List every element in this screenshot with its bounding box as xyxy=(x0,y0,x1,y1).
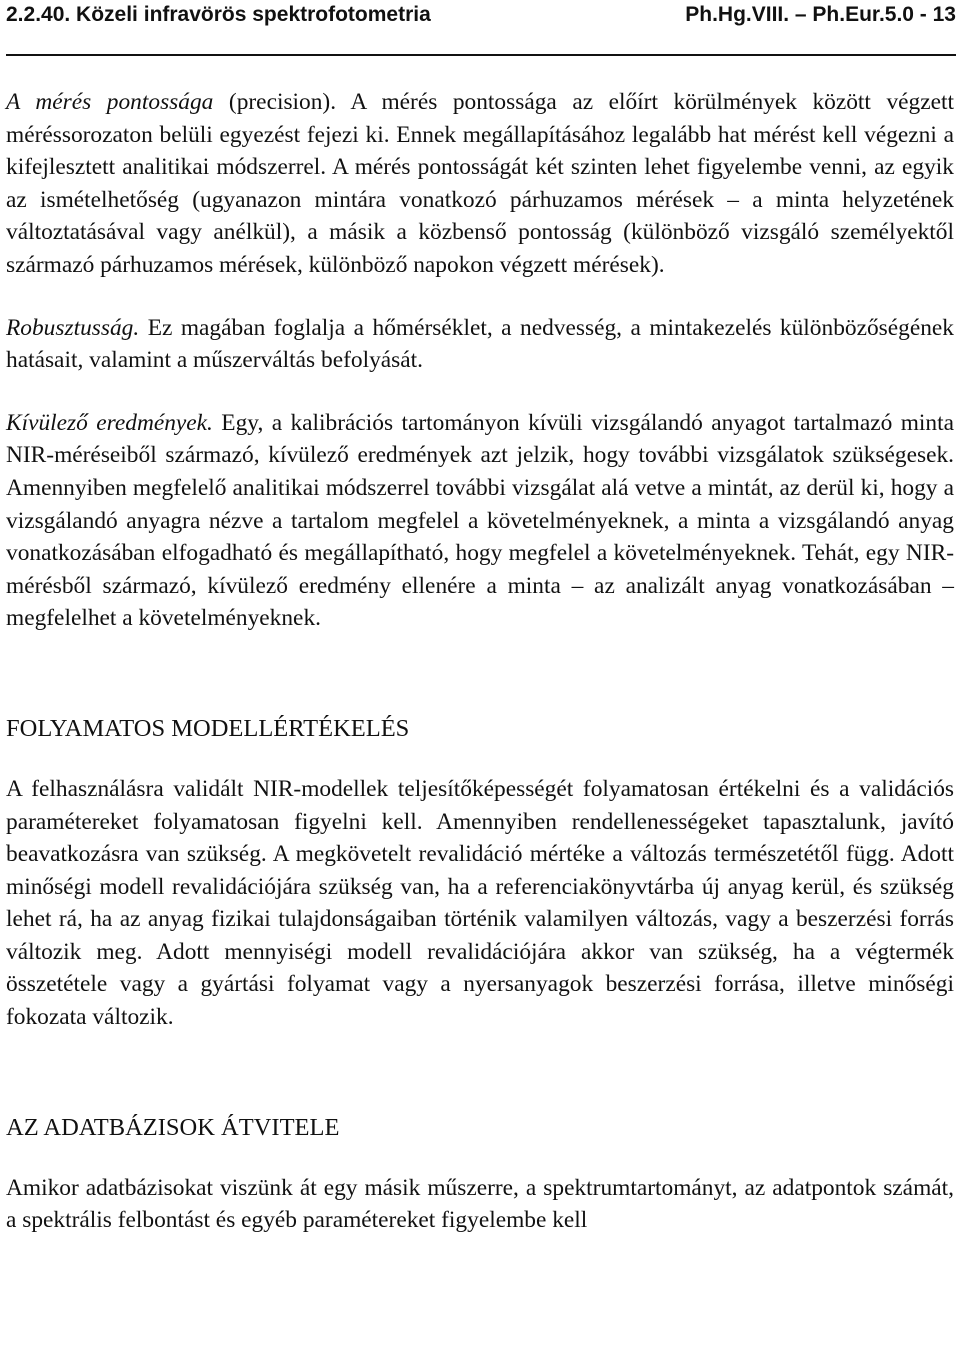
section-heading-transfer: AZ ADATBÁZISOK ÁTVITELE xyxy=(6,1113,340,1141)
paragraph-outliers xyxy=(6,407,954,635)
paragraph-lead: Robusztusság. xyxy=(6,314,140,341)
document-body xyxy=(6,86,954,1237)
paragraph-precision xyxy=(6,86,954,282)
paragraph-text: Ez magában foglalja a hőmérséklet, a nedvesség, a mintakezelés különbözőségének hatásait, valamint a műszerváltás befolyását. xyxy=(6,314,954,374)
paragraph-lead: Kívülező eredmények. xyxy=(6,409,213,436)
page-header xyxy=(6,0,956,56)
paragraph-text: Egy, a kalibrációs tartományon kívüli vizsgálandó anyagot tartalmazó minta NIR-méréseiből származó, kívülező eredmények azt jelzik, hogy további vizsgálatok szükségesek. Amennyiben megfelelő analitikai módszerrel további vizsgálat alá vetve a mintát, az derül ki, hogy a vizsgálandó anyagra nézve a tartalom megfelel a követelményeknek, a minta a vizsgálandó anyag vonatkozásában elfogadható és megállapítható, hogy megfelel a követelményeknek. Tehát, egy NIR-mérésből származó, kívülező eredmény ellenére a minta – az analizált anyag vonatkozásában – megfelelhet a követelményeknek. xyxy=(6,409,954,632)
header-pharmacopoeia-ref: Ph.Hg.VIII. – Ph.Eur.5.0 - 13 xyxy=(685,3,956,26)
paragraph-lead: A mérés pontossága xyxy=(6,89,214,115)
paragraph-transfer: Amikor adatbázisokat viszünk át egy másik műszerre, a spektrumtartományt, az adatpontok számát, a spektrális felbontást és egyéb paramétereket figyelembe kell xyxy=(6,1174,954,1234)
header-section-title: 2.2.40. Közeli infravörös spektrofotometria xyxy=(6,3,431,26)
paragraph-continuous: A felhasználásra validált NIR-modellek teljesítőképességét folyamatosan értékelni és a validációs paramétereket folyamatosan figyelni kell. Amennyiben rendellenességeket tapasztalunk, javító beavatkozásra van szükség. A megkövetelt revalidáció mértéke a változás természetétől függ. Adott minőségi modell revalidációjára szükség van, ha a referenciakönyvtárba új anyag kerül, és szükség lehet rá, ha az anyag fizikai tulajdonságaiban történik valamilyen változás, vagy a beszerzési forrás változik meg. Adott mennyiségi modell revalidációjára akkor van szükség, ha a végtermék összetétele vagy a gyártási folyamat vagy a nyersanyagok beszerzési forrása, illetve minőségi fokozata változik. xyxy=(6,775,954,1031)
paragraph-text: (precision). A mérés pontossága az előírt körülmények között végzett méréssorozaton belüli egyezést fejezi ki. Ennek megállapításához legalább hat mérést kell végezni a kifejlesztett analitikai módszerrel. A mérés pontosságát két szinten lehet figyelembe venni, az egyik az ismételhetőség (ugyanazon mintára vonatkozó párhuzamos mérések – a minta helyzetének változtatásával vagy anélkül), a másik a közbenső pontosság (különböző vizsgáló személyektől származó párhuzamos mérések, különböző napokon végzett mérések). xyxy=(6,89,954,278)
section-heading-continuous: FOLYAMATOS MODELLÉRTÉKELÉS xyxy=(6,714,410,742)
paragraph-robustness xyxy=(6,312,954,377)
